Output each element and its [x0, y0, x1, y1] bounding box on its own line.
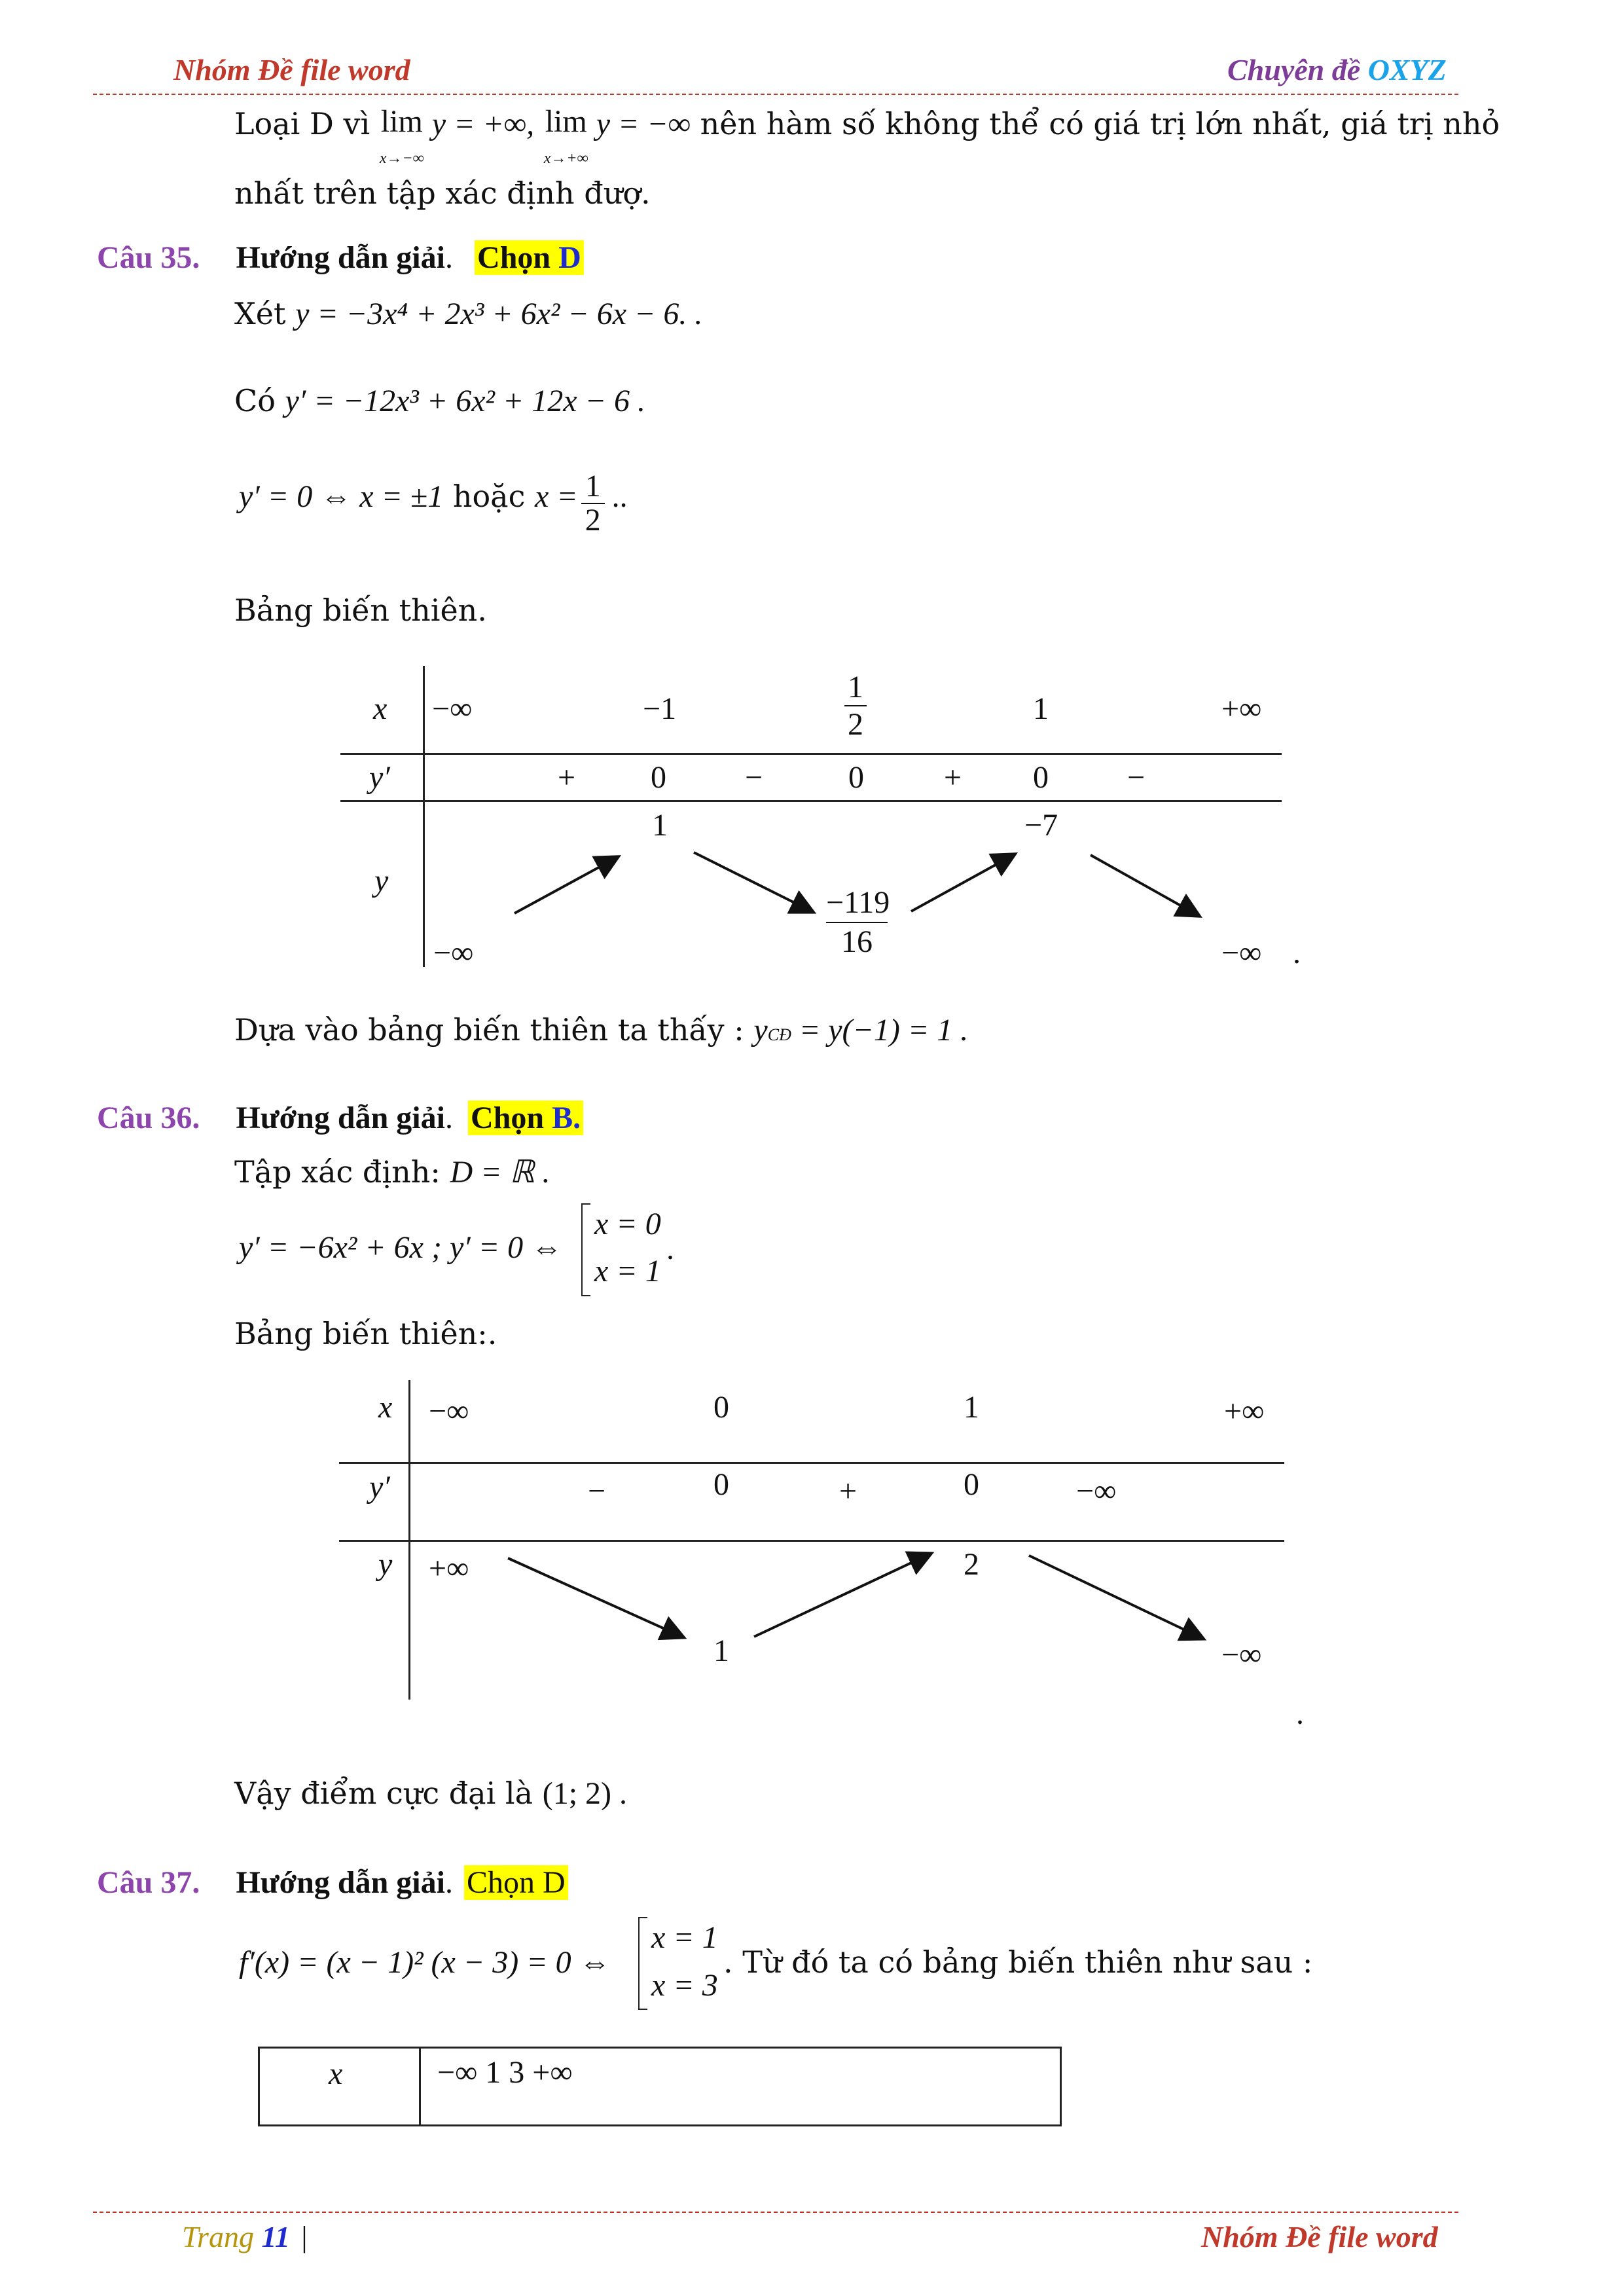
q35-conclusion-rest: = y(−1) = 1 . — [791, 1013, 969, 1048]
lim-label: lim — [380, 104, 423, 139]
q37-choice: Chọn D — [464, 1865, 568, 1900]
sign: 0 — [651, 760, 666, 795]
y-value: 2 — [964, 1547, 979, 1582]
q35-label: Câu 35. — [97, 240, 200, 275]
sign: + — [839, 1474, 857, 1508]
y-value: −∞ — [1221, 936, 1262, 970]
system-end: . — [666, 1231, 674, 1266]
q36-letter: B. — [552, 1101, 581, 1135]
table-trail: . — [1293, 936, 1301, 970]
arrow-down — [1091, 855, 1198, 915]
y-value: −∞ — [1221, 1637, 1262, 1672]
footer-right: Nhóm Đề file word — [1201, 2220, 1438, 2253]
y-value: +∞ — [429, 1551, 469, 1586]
lim-sub: x→+∞ — [543, 150, 588, 167]
frac-den: 16 — [841, 924, 873, 959]
y-value: 1 — [652, 808, 668, 843]
x-value: −∞ — [432, 691, 473, 726]
header-right-accent: OXYZ — [1367, 53, 1447, 86]
footer-separator: | — [301, 2220, 308, 2253]
intro-text-b: nên hàm số không thể có giá trị lớn nhất, giá trị nhỏ — [691, 106, 1500, 141]
q35-letter: D — [558, 240, 581, 275]
q35-conclusion-sub: CĐ — [767, 1025, 791, 1044]
x-value: −∞ — [429, 1394, 469, 1429]
q35-root-end: .. — [604, 479, 628, 514]
arrow-up — [754, 1554, 929, 1637]
q35-guide: Hướng dẫn giải — [236, 240, 445, 275]
row-label-x: x — [373, 691, 388, 726]
arrow-down — [1029, 1556, 1202, 1638]
lim-sub: x→−∞ — [379, 150, 424, 167]
q36-deriv-expr: y′ = −6x² + 6x ; y′ = 0 ⇔ — [239, 1230, 563, 1265]
row-values: −∞ 1 3 +∞ — [437, 2055, 573, 2090]
sign: − — [588, 1474, 606, 1508]
q36-domain-text: Tập xác định: — [234, 1154, 450, 1190]
row-label-x: x — [378, 1390, 393, 1425]
intro-text-a: Loại D vì — [234, 106, 380, 141]
y-value: 1 — [713, 1633, 729, 1668]
q37-after: . Từ đó ta có bảng biến thiên như sau : — [723, 1944, 1313, 1980]
sign: −∞ — [1076, 1474, 1117, 1508]
table-trail: . — [1296, 1696, 1304, 1731]
row-label-y: y — [378, 1547, 393, 1582]
q35-conclusion-text: Dựa vào bảng biến thiên ta thấy : — [234, 1012, 754, 1048]
arrow-down — [694, 852, 812, 911]
arrow-up — [911, 855, 1013, 911]
header-left: Nhóm Đề file word — [173, 53, 410, 86]
sign: 0 — [848, 760, 864, 795]
row-label-x: x — [329, 2056, 343, 2091]
q35-xet-label: Xét — [234, 296, 296, 331]
lim-label: lim — [545, 104, 587, 139]
q36-choose: Chọn — [471, 1101, 552, 1135]
x-value: 0 — [713, 1390, 729, 1425]
sign: 0 — [1033, 760, 1049, 795]
q35-choose: Chọn — [477, 240, 559, 275]
sign: 0 — [964, 1467, 979, 1502]
frac-den: 2 — [848, 707, 863, 742]
row-label-y: y — [374, 864, 389, 898]
y-value: −7 — [1024, 808, 1058, 843]
footer-page — [182, 2219, 308, 2254]
q35-co-expr: y′ = −12x³ + 6x² + 12x − 6 . — [285, 384, 645, 418]
q35-conclusion-y: y — [753, 1013, 768, 1048]
system-line: x = 0 — [594, 1207, 661, 1241]
frac-num: 1 — [844, 669, 867, 706]
sign: + — [944, 760, 962, 795]
row-label-yprime: y′ — [369, 760, 390, 795]
q36-domain-expr: D = ℝ . — [450, 1155, 550, 1190]
arrow-down — [508, 1558, 682, 1637]
frac-num: 1 — [581, 470, 605, 504]
q37-guide: Hướng dẫn giải — [236, 1865, 445, 1900]
system-line: x = 1 — [594, 1254, 661, 1288]
x-value: +∞ — [1221, 691, 1262, 726]
footer-page-number: 11 — [261, 2220, 290, 2253]
system-line: x = 3 — [651, 1968, 718, 2003]
x-value: +∞ — [1224, 1394, 1265, 1429]
q36-guide: Hướng dẫn giải — [236, 1101, 445, 1135]
arrow-up — [514, 858, 617, 913]
system-line: x = 1 — [651, 1920, 718, 1955]
q36-conclusion-expr: (1; 2) . — [542, 1776, 628, 1811]
frac-num: −119 — [826, 884, 888, 923]
q35-xet-expr: y = −3x⁴ + 2x³ + 6x² − 6x − 6. . — [295, 297, 703, 331]
frac-den: 2 — [585, 503, 601, 538]
sign: 0 — [713, 1467, 729, 1502]
q36-conclusion-text: Vậy điểm cực đại là — [234, 1776, 543, 1811]
lim-expr: y = +∞, — [424, 107, 535, 141]
q36-label: Câu 36. — [97, 1101, 200, 1135]
sign: − — [1127, 760, 1146, 795]
q35-table-title: Bảng biến thiên. — [234, 592, 487, 628]
sign: + — [558, 760, 576, 795]
q35-root-a: y′ = 0 ⇔ x = ±1 — [239, 479, 444, 514]
y-value: −∞ — [433, 936, 474, 970]
q37-label: Câu 37. — [97, 1865, 200, 1900]
q36-dot: . — [444, 1101, 453, 1135]
q37-dot: . — [444, 1865, 453, 1900]
q37-deriv-expr: f′(x) = (x − 1)² (x − 3) = 0 ⇔ — [239, 1945, 611, 1980]
q35-co-label: Có — [234, 383, 285, 418]
sign: − — [745, 760, 763, 795]
header-right-prefix: Chuyên đề — [1227, 53, 1368, 86]
footer-page-label: Trang — [182, 2220, 262, 2253]
x-value: 1 — [964, 1390, 979, 1425]
q35-root-b: x = — [535, 479, 578, 514]
x-value: −1 — [643, 691, 677, 726]
q35-dot: . — [444, 240, 453, 275]
q36-table-title: Bảng biến thiên:. — [234, 1316, 497, 1351]
q35-root-mid: hoặc — [443, 478, 535, 514]
x-value: 1 — [1033, 691, 1049, 726]
lim-expr: y = −∞ — [588, 107, 691, 141]
row-label-yprime: y′ — [369, 1470, 390, 1504]
footer-divider — [93, 2212, 1458, 2213]
intro-line-2: nhất trên tập xác định đượ. — [234, 175, 651, 211]
